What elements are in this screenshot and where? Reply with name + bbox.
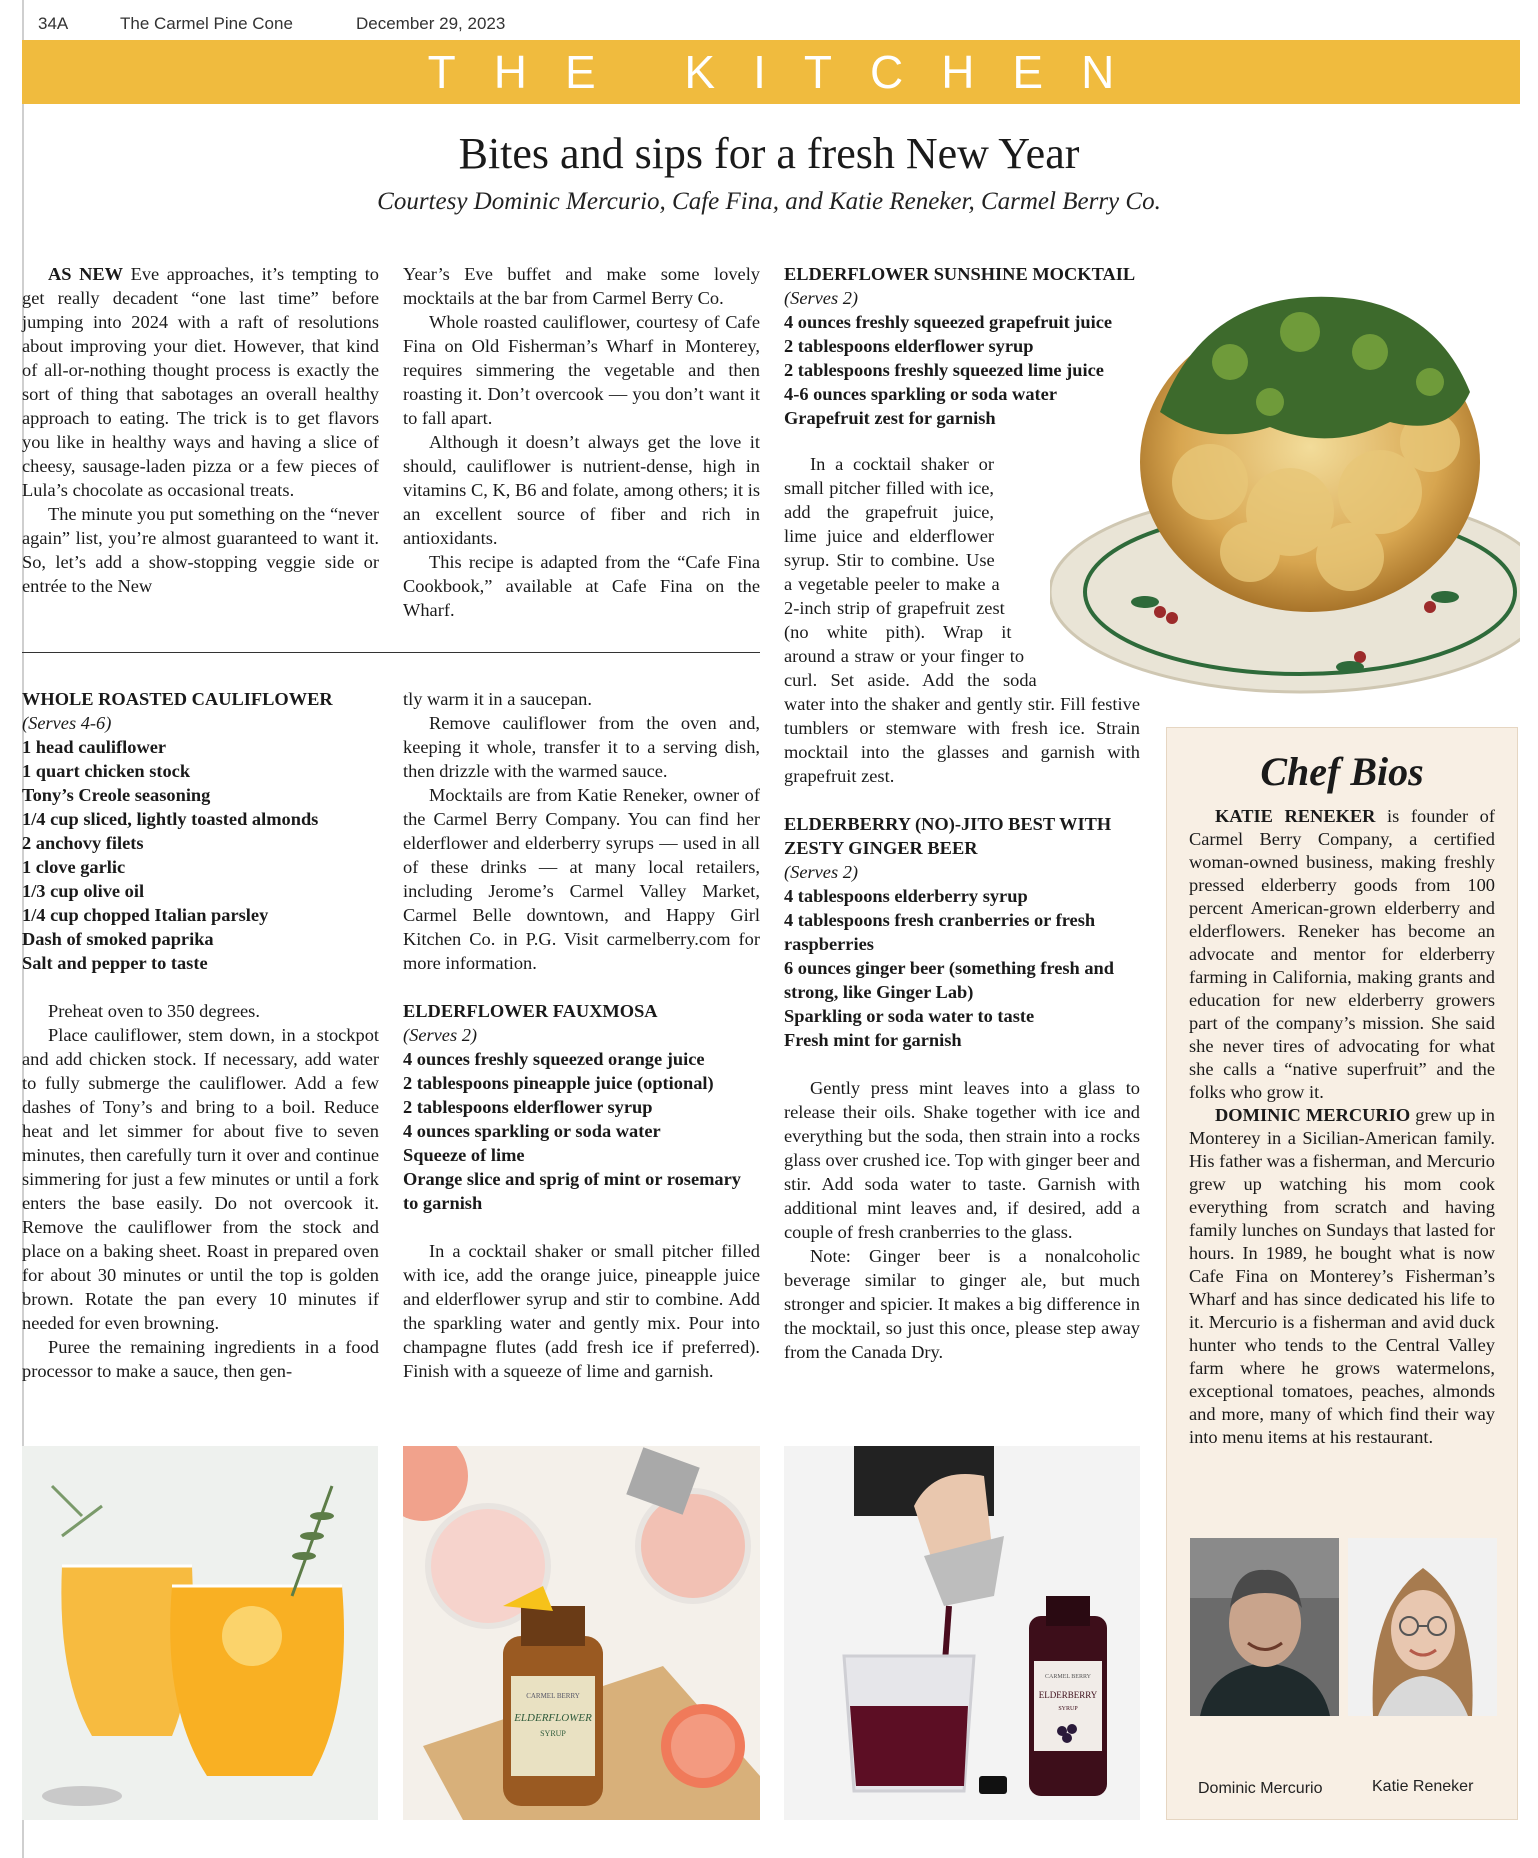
byline: Courtesy Dominic Mercurio, Cafe Fina, and Katie Reneker, Carmel Berry Co. bbox=[377, 188, 1161, 215]
method-step: In a cocktail shaker or small pitcher filled with ice, add the orange juice, pineapple juice and elderflower syrup and stir to combine. Add the sparkling water and gently mix. Pour into champagne flutes (add fresh ice if preferred). Finish with a squeeze of lime and garnish. bbox=[403, 1241, 760, 1381]
method-step: tly warm it in a saucepan. bbox=[403, 689, 592, 709]
bio-name: KATIE RENEKER bbox=[1215, 806, 1376, 826]
label-elderberry: ELDERBERRY bbox=[1038, 1690, 1098, 1700]
label-brand-2: CARMEL BERRY bbox=[1045, 1674, 1091, 1680]
cauliflower-photo bbox=[1050, 262, 1520, 698]
newspaper-name: The Carmel Pine Cone bbox=[120, 14, 293, 33]
issue-date: December 29, 2023 bbox=[356, 14, 506, 33]
ginger-beer-note: Note: Ginger beer is a nonalcoholic beverage similar to ginger ale, but much stronger and spicier. It makes a big difference in the mocktail, so just this once, please step away from the Canada Dry. bbox=[784, 1246, 1140, 1362]
page-number: 34A bbox=[38, 14, 69, 33]
ingredient: 1 head cauliflower bbox=[22, 737, 167, 757]
recipe-serves: (Serves 2) bbox=[403, 1025, 478, 1045]
ingredient: 2 tablespoons elderflower syrup bbox=[784, 336, 1034, 356]
bio-name: DOMINIC MERCURIO bbox=[1215, 1105, 1411, 1125]
recipe-serves: (Serves 2) bbox=[784, 862, 859, 882]
method-step: Preheat oven to 350 degrees. bbox=[48, 1001, 260, 1021]
section-divider bbox=[22, 652, 760, 653]
ingredient: 1/4 cup sliced, lightly toasted almonds bbox=[22, 809, 319, 829]
recipe-title: ELDERFLOWER FAUXMOSA bbox=[403, 1001, 658, 1021]
ingredient: Salt and pepper to taste bbox=[22, 953, 208, 973]
ingredient: 1 quart chicken stock bbox=[22, 761, 191, 781]
ingredient: 4-6 ounces sparkling or soda water bbox=[784, 384, 1057, 404]
ingredient: 4 tablespoons elderberry syrup bbox=[784, 886, 1028, 906]
intro-paragraph-1: Eve approaches, it’s tempting to get really decadent “one last time” before jumping into 2024 with a raft of resolutions about improving your diet. However, that kind of all-or-nothing thought process is exactly the sort of thing that sabotages an overall healthy approach to eating. The trick is to get flavors you like in healthy ways and having a slice of cheesy, sausage-laden pizza or a few pieces of Lula’s chocolate as occasional treats. bbox=[22, 264, 380, 500]
intro-paragraph-3: Year’s Eve buffet and make some lovely mocktails at the bar from Carmel Berry Co. bbox=[403, 264, 760, 308]
headline: Bites and sips for a fresh New Year bbox=[458, 129, 1080, 178]
ingredient: 4 ounces freshly squeezed orange juice bbox=[403, 1049, 705, 1069]
fauxmosa-glasses-photo bbox=[22, 1446, 378, 1820]
section-title: THE KITCHEN bbox=[427, 46, 1153, 98]
caption-dominic: Dominic Mercurio bbox=[1198, 1780, 1323, 1797]
label-syrup-2: SYRUP bbox=[1058, 1706, 1078, 1712]
ingredient: 2 tablespoons elderflower syrup bbox=[403, 1097, 653, 1117]
ingredient: 4 ounces freshly squeezed grapefruit juice bbox=[784, 312, 1113, 332]
ingredient: 4 ounces sparkling or soda water bbox=[403, 1121, 661, 1141]
ingredient: Fresh mint for garnish bbox=[784, 1030, 962, 1050]
method-step: Remove cauliflower from the oven and, keeping it whole, transfer it to a serving dish, then drizzle with the warmed sauce. bbox=[403, 713, 760, 781]
recipe-title: ELDERFLOWER SUNSHINE MOCKTAIL bbox=[784, 264, 1136, 284]
intro-paragraph-6: This recipe is adapted from the “Cafe Fina Cookbook,” available at Cafe Fina on the Wharf. bbox=[403, 552, 760, 620]
sidebar-title: Chef Bios bbox=[1260, 749, 1424, 794]
method-step: Place cauliflower, stem down, in a stockpot and add chicken stock. If necessary, add water to fully submerge the cauliflower. Add a few dashes of Tony’s and bring to a boil. Reduce heat and let simmer for about five to seven minutes, then carefully turn it over and continue simmering for just a few minutes or until a fork enters the base easily. Do not overcook it. Remove the cauliflower from the stock and place on a baking sheet. Roast in prepared oven for about 30 minutes or until the top is golden brown. Rotate the pan every 10 minutes if needed for even browning. bbox=[22, 1025, 379, 1333]
ingredient: Sparkling or soda water to taste bbox=[784, 1006, 1035, 1026]
label-elderflower: ELDERFLOWER bbox=[514, 1712, 592, 1724]
ingredient: 6 ounces ginger beer (something fresh and strong, like Ginger Lab) bbox=[784, 958, 1115, 1002]
method-step: Gently press mint leaves into a glass to release their oils. Shake together with ice and everything but the soda, then strain into a rocks glass over crushed ice. Top with ginger beer and stir. Add soda water to taste. Garnish with additional mint leaves and, if desired, add a couple of fresh cranberries to the glass. bbox=[784, 1078, 1140, 1242]
fauxmosa-column bbox=[403, 687, 760, 1383]
ingredient: 1/4 cup chopped Italian parsley bbox=[22, 905, 269, 925]
bio-katie: KATIE RENEKER is founder of Carmel Berry Company, a certified woman-owned business, making freshly pressed elderberry goods from 100 percent American-grown elderberry and elderflowers. Reneker has become an advocate and mentor for elderberry farming in California, making grants and education for new elderberry growers part of the company’s mission. She said she never tires of advocating for what she calls a “native superfruit” and the folks who grow it. bbox=[1189, 806, 1495, 1102]
ingredient: 2 tablespoons pineapple juice (optional) bbox=[403, 1073, 714, 1093]
ingredient: Tony’s Creole seasoning bbox=[22, 785, 211, 805]
bio-dominic: DOMINIC MERCURIO grew up in Monterey in a Sicilian-American family. His father was a fisherman, and Mercurio grew up watching his mom cook everything from scratch and having family lunches on Sundays that lasted for hours. In 1989, he bought what is now Cafe Fina on Monterey’s Fisherman’s Wharf and has since dedicated his life to it. Mercurio is a fisherman and avid duck hunter who tends to the Central Valley farm where he grows watermelons, exceptional tomatoes, peaches, almonds and more, many of which find their way into menu items at his restaurant. bbox=[1189, 1105, 1495, 1447]
recipe-title: ELDERBERRY (NO)-JITO BEST WITH ZESTY GINGER BEER bbox=[784, 814, 1112, 858]
recipe-title: WHOLE ROASTED CAULIFLOWER bbox=[22, 689, 333, 709]
portrait-katie-reneker bbox=[1348, 1538, 1497, 1716]
ingredient: 4 tablespoons fresh cranberries or fresh raspberries bbox=[784, 910, 1096, 954]
ingredient: 2 tablespoons freshly squeezed lime juice bbox=[784, 360, 1104, 380]
recipe-serves: (Serves 4-6) bbox=[22, 713, 112, 733]
ingredient: Dash of smoked paprika bbox=[22, 929, 214, 949]
ingredient: Orange slice and sprig of mint or rosemary to garnish bbox=[403, 1169, 741, 1213]
method-step: Puree the remaining ingredients in a food processor to make a sauce, then gen- bbox=[22, 1337, 379, 1381]
method-step: In a cocktail shaker or small pitcher filled with ice, add the grapefruit juice, lime juice and elderflower syrup. Stir to combine. Use a vegetable peeler to make a 2-inch strip of grapefruit zest (no white pith). Wrap it around a straw or your finger to curl. Set aside. Add the soda water into the shaker and gently stir. Fill festive tumblers or stemware with fresh ice. Strain mocktail into the glasses and garnish with grapefruit zest. bbox=[784, 454, 1140, 786]
elderflower-syrup-photo bbox=[403, 1446, 760, 1820]
section-banner bbox=[22, 40, 1520, 104]
ingredient: Squeeze of lime bbox=[403, 1145, 525, 1165]
lead-in: AS NEW bbox=[48, 264, 124, 284]
caption-katie: Katie Reneker bbox=[1372, 1778, 1474, 1795]
mocktails-note: Mocktails are from Katie Reneker, owner of the Carmel Berry Company. You can find her elderflower and elderberry syrups — used in all of these drinks — at many local retailers, including Jerome’s Carmel Valley Market, Carmel Belle downtown, and Happy Girl Kitchen Co. in P.G. Visit carmelberry.com for more information. bbox=[403, 785, 760, 973]
cauliflower-recipe bbox=[22, 687, 379, 1383]
intro-column-1 bbox=[22, 262, 379, 598]
ingredient: 1/3 cup olive oil bbox=[22, 881, 145, 901]
intro-column-2 bbox=[403, 262, 760, 622]
ingredient: 1 clove garlic bbox=[22, 857, 126, 877]
portrait-dominic-mercurio bbox=[1190, 1538, 1339, 1716]
intro-paragraph-5: Although it doesn’t always get the love it should, cauliflower is nutrient-dense, high in vitamins C, K, B6 and folate, among others; it is an excellent source of fiber and rich in antioxidants. bbox=[403, 432, 760, 548]
elderberry-syrup-photo bbox=[784, 1446, 1140, 1820]
recipe-serves: (Serves 2) bbox=[784, 288, 859, 308]
ingredient: 2 anchovy filets bbox=[22, 833, 144, 853]
label-syrup: SYRUP bbox=[540, 1729, 566, 1738]
intro-paragraph-4: Whole roasted cauliflower, courtesy of Cafe Fina on Old Fisherman’s Wharf in Monterey, requires simmering the vegetable and then roasting it. Don’t overcook — you don’t want it to fall apart. bbox=[403, 312, 760, 428]
label-brand: CARMEL BERRY bbox=[526, 1692, 580, 1700]
intro-paragraph-2: The minute you put something on the “never again” list, you’re almost guaranteed to want it. So, let’s add a show-stopping veggie side or entrée to the New bbox=[22, 504, 379, 596]
ingredient: Grapefruit zest for garnish bbox=[784, 408, 996, 428]
